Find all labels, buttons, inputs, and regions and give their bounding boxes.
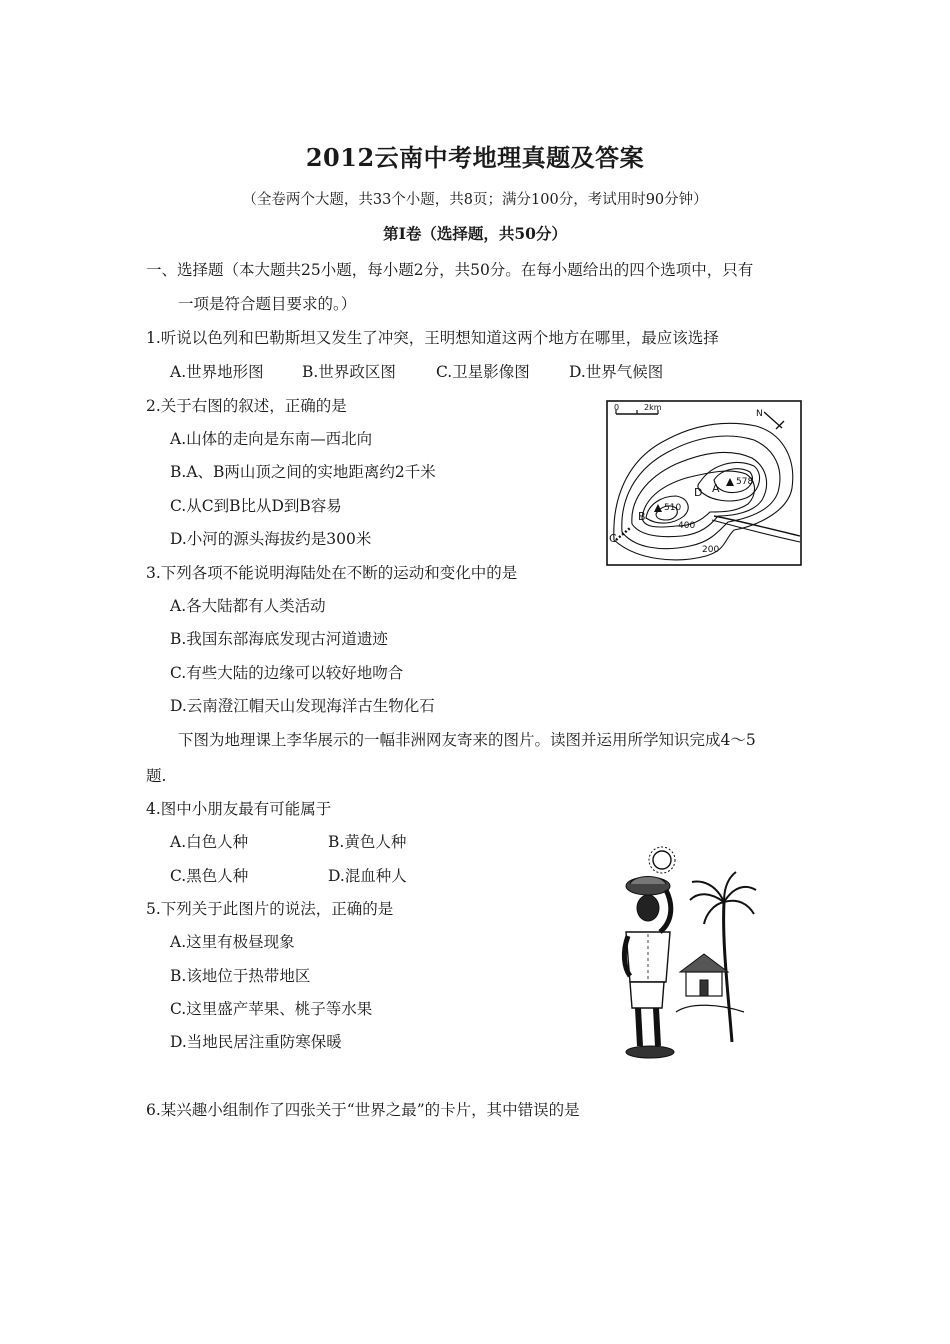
question-4-stem: 4.图中小朋友最有可能属于 <box>146 800 332 818</box>
contour-200-label: 200 <box>702 545 720 555</box>
contour-400-label: 400 <box>678 521 696 531</box>
question-3-option-b: B.我国东部海底发现古河道遗迹 <box>170 630 388 648</box>
child-figure <box>624 877 674 1059</box>
section-title: 第Ⅰ卷（选择题，共50分） <box>383 224 567 243</box>
question-2-option-a: A.山体的走向是东南—西北向 <box>170 430 373 448</box>
question-5-option-d: D.当地民居注重防寒保暖 <box>170 1033 342 1051</box>
question-3-option-c: C.有些大陆的边缘可以较好地吻合 <box>170 664 404 682</box>
peak-b-elevation: 510 <box>664 503 682 513</box>
north-label: N <box>756 409 763 419</box>
question-1-stem: 1.听说以色列和巴勒斯坦又发生了冲突，王明想知道这两个地方在哪里，最应该选择 <box>146 329 719 347</box>
question-2-option-c: C.从C到B比从D到B容易 <box>170 497 342 515</box>
question-2-option-d: D.小河的源头海拔约是300米 <box>170 530 372 548</box>
point-c-label: C <box>609 532 617 545</box>
question-1-option-d: D.世界气候图 <box>569 363 664 381</box>
question-5-stem: 5.下列关于此图片的说法，正确的是 <box>146 900 394 918</box>
scale-length-label: 2km <box>644 403 662 412</box>
africa-child-illustration <box>620 842 760 1064</box>
contour-map <box>606 400 802 566</box>
question-4-option-c: C.黑色人种 <box>170 867 249 885</box>
question-2-stem: 2.关于右图的叙述，正确的是 <box>146 397 347 415</box>
question-4-option-d: D.混血种人 <box>328 867 407 885</box>
question-5-option-a: A.这里有极昼现象 <box>170 933 295 951</box>
sun-icon <box>649 847 675 873</box>
question-3-option-d: D.云南澄江帽天山发现海洋古生物化石 <box>170 697 435 715</box>
point-a-label: A <box>712 482 720 495</box>
hut-icon <box>676 954 744 1012</box>
exam-info: （全卷两个大题，共33个小题，共8页；满分100分，考试用时90分钟） <box>242 192 708 208</box>
question-1-option-b: B.世界政区图 <box>302 363 396 381</box>
instructions-line-1: 一、选择题（本大题共25小题，每小题2分，共50分。在每小题给出的四个选项中，只有 <box>146 261 754 279</box>
point-b-label: B <box>638 510 646 523</box>
point-d-label: D <box>694 486 703 499</box>
question-3-stem: 3.下列各项不能说明海陆处在不断的运动和变化中的是 <box>146 564 518 582</box>
scale-zero-label: 0 <box>614 403 620 412</box>
instructions-line-2: 一项是符合题目要求的。） <box>178 295 357 313</box>
question-4-option-b: B.黄色人种 <box>328 833 407 851</box>
question-5-option-b: B.该地位于热带地区 <box>170 967 311 985</box>
question-2-option-b: B.A、B两山顶之间的实地距离约2千米 <box>170 463 436 481</box>
passage-line-1: 下图为地理课上李华展示的一幅非洲网友寄来的图片。读图并运用所学知识完成4～5 <box>178 731 756 749</box>
question-4-option-a: A.白色人种 <box>170 833 249 851</box>
question-1-option-a: A.世界地形图 <box>170 363 264 381</box>
question-5-option-c: C.这里盛产苹果、桃子等水果 <box>170 1000 373 1018</box>
question-6-stem: 6.某兴趣小组制作了四张关于“世界之最”的卡片，其中错误的是 <box>146 1101 580 1119</box>
peak-a-elevation: 578 <box>736 477 754 487</box>
passage-line-2: 题. <box>146 767 167 785</box>
question-3-option-a: A.各大陆都有人类活动 <box>170 597 326 615</box>
question-1-option-c: C.卫星影像图 <box>436 363 530 381</box>
page-title: 2012云南中考地理真题及答案 <box>305 143 645 172</box>
